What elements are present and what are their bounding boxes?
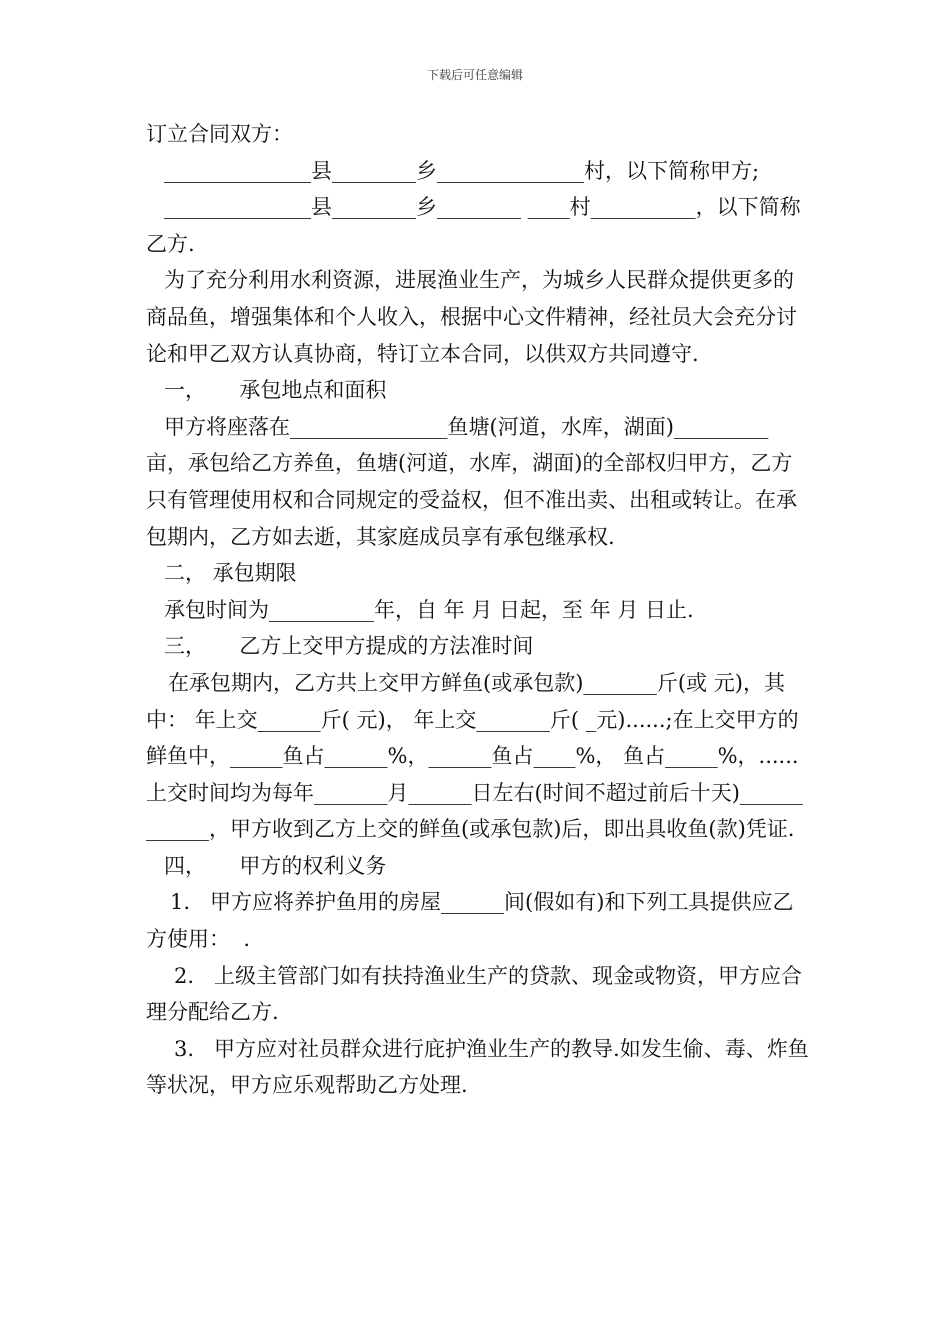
paragraph: 承包时间为__________年，自 年 月 日起，至 年 月 日止. <box>164 597 694 622</box>
paragraph: 甲方将座落在_______________鱼塘(河道，水库，湖面)_________亩，承包给乙方养鱼，鱼塘(河道，水库，湖面)的全部权归甲方，乙方只有管理使用权和合同规定的受益权，但不准出卖、出租或转让。在承包期内，乙方如去逝，其家庭成员享有承包继承权. <box>146 414 797 549</box>
document-body <box>146 116 810 1104</box>
page-header: 下载后可任意编辑 <box>426 68 523 82</box>
paragraph: 在承包期内，乙方共上交甲方鲜鱼(或承包款)_______斤(或 元)，其中： 年上交______斤( 元)， 年上交_______斤( _元)......;在上交甲方的鲜鱼中，_____鱼占______%，______鱼占____%， 鱼占_____%，......上交时间均为每年_______月______日左右(时间不超过前后十天)____________，甲方收到乙方上交的鲜鱼(或承包款)后，即出具收鱼(款)凭证. <box>146 670 803 842</box>
paragraph: 2. 上级主管部门如有扶持渔业生产的贷款、现金或物资，甲方应合理分配给乙方. <box>146 963 803 1025</box>
paragraph: ______________县________乡______________村，以下简称甲方; <box>164 158 760 183</box>
paragraph: 1. 甲方应将养护鱼用的房屋______间(假如有)和下列工具提供应乙方使用： . <box>146 890 794 952</box>
paragraph: 为了充分利用水利资源，进展渔业生产，为城乡人民群众提供更多的商品鱼，增强集体和个人收入，根据中心文件精神，经社员大会充分讨论和甲乙双方认真协商，特订立本合同，以供双方共同遵守. <box>146 268 797 366</box>
paragraph: 订立合同双方： <box>146 122 293 146</box>
paragraph: ______________县________乡________ ____村__________，以下简称乙方. <box>146 195 801 256</box>
paragraph: 3. 甲方应对社员群众进行庇护渔业生产的教导.如发生偷、毒、炸鱼等状况，甲方应乐观帮助乙方处理. <box>146 1036 809 1098</box>
paragraph: 一， 承包地点和面积 <box>164 378 387 403</box>
paragraph: 四， 甲方的权利义务 <box>164 853 387 878</box>
paragraph: 二， 承包期限 <box>164 561 297 586</box>
paragraph: 三， 乙方上交甲方提成的方法准时间 <box>164 634 534 659</box>
